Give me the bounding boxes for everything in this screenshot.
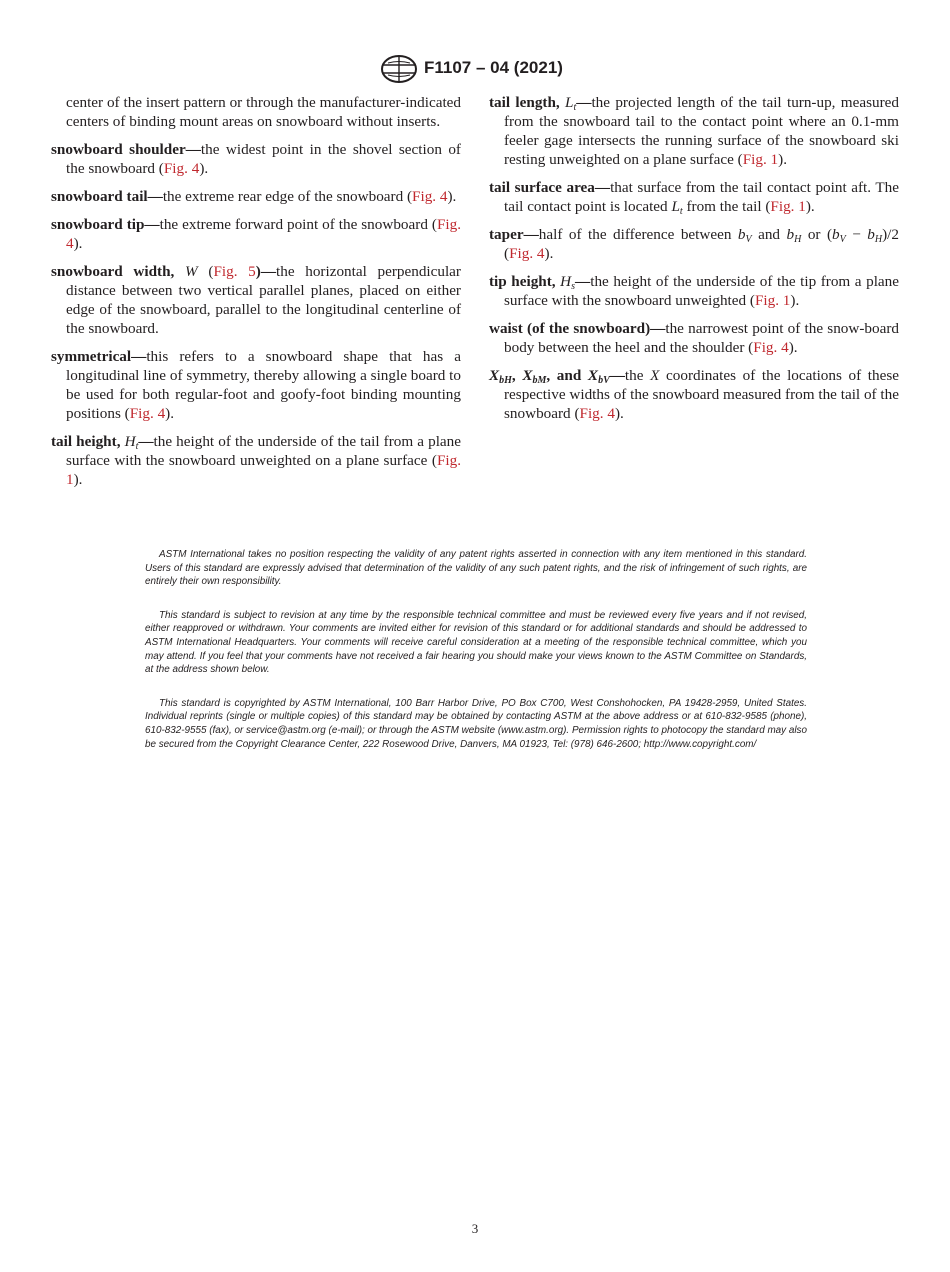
- definition-text: the: [624, 367, 651, 384]
- term-dash: )—: [255, 263, 277, 280]
- variable-subscript: t: [135, 441, 139, 452]
- definition-text: ).: [165, 405, 175, 422]
- definition-text: (: [197, 263, 214, 280]
- variable-subscript: V: [839, 234, 846, 245]
- definition-text: the widest point in the shovel section of the snowboard (: [66, 141, 461, 177]
- variable: b: [786, 226, 795, 243]
- variable-subscript: bM: [532, 375, 547, 386]
- definition-text: this refers to a snowboard shape that has a longitudinal line of symmetry, thereby allowing a single board to be used for both regular-foot and goofy-foot binding mounting positions (: [66, 348, 461, 422]
- variable-subscript: V: [745, 234, 752, 245]
- definition-x-coordinates: [489, 366, 899, 423]
- definition-text: ).: [447, 188, 457, 205]
- term: symmetrical—: [51, 348, 147, 365]
- variable-subscript: H: [794, 234, 802, 245]
- term: tail length,: [489, 94, 566, 111]
- definition-text: half of the difference between: [538, 226, 738, 243]
- figure-link[interactable]: Fig. 4: [753, 339, 789, 356]
- revision-notice: This standard is subject to revision at any time by the responsible technical committee and must be reviewed every five years and if not revised, either reapproved or withdrawn. Your comments are invited either for revision of this standard or for additional standards and should be addressed to ASTM International Headquarters. Your comments will receive careful consideration at a meeting of the responsible technical committee, which you may attend. If you feel that your comments have not received a fair hearing you should make your views known to the ASTM Committee on Standards, at the address shown below.: [145, 609, 807, 676]
- definition-text: the height of the underside of the tail from a plane surface with the snowboard unweighted on a plane surface (: [66, 433, 461, 469]
- figure-link[interactable]: Fig. 4: [66, 216, 461, 252]
- definition-text: the extreme rear edge of the snowboard (: [162, 188, 413, 205]
- definition-snowboard-width: [51, 262, 461, 338]
- document-designation: F1107 – 04 (2021): [424, 58, 563, 77]
- left-column: [51, 93, 461, 498]
- definition-text: ).: [790, 292, 800, 309]
- variable: X: [650, 367, 660, 384]
- figure-link[interactable]: Fig. 1: [66, 452, 461, 488]
- definition-text: ).: [73, 235, 83, 252]
- definition-tip-height: [489, 272, 899, 310]
- astm-logo-icon: [380, 54, 418, 84]
- definition-text: the height of the underside of the tip from a plane surface with the snowboard unweighted (: [504, 273, 899, 309]
- term: , and: [546, 367, 588, 384]
- figure-link[interactable]: Fig. 1: [770, 198, 806, 215]
- figure-link[interactable]: Fig. 4: [509, 245, 545, 262]
- definition-text: )/2 (: [504, 226, 899, 262]
- variable: X: [522, 367, 533, 384]
- term: tip height,: [489, 273, 561, 290]
- term: snowboard width,: [51, 263, 186, 280]
- definition-text: the horizontal perpendicular distance between two vertical parallel planes, placed on either edge of the snowboard, parallel to the longitudinal centerline of the snowboard.: [66, 263, 461, 337]
- figure-link[interactable]: Fig. 4: [129, 405, 166, 422]
- page-number: 3: [471, 1221, 479, 1236]
- definition-tail-surface-area: [489, 178, 899, 216]
- variable: L: [671, 198, 680, 215]
- legal-notices: [145, 548, 807, 771]
- variable: X: [489, 367, 500, 384]
- variable-subscript: s: [571, 281, 576, 292]
- definition-text: ).: [805, 198, 815, 215]
- definition-snowboard-shoulder: [51, 140, 461, 178]
- term: snowboard tip—: [51, 216, 160, 233]
- definition-snowboard-tail: [51, 187, 461, 206]
- variable-subscript: H: [874, 234, 883, 245]
- definition-text: the extreme forward point of the snowboard (: [159, 216, 437, 233]
- term-dash: —: [609, 367, 625, 384]
- variable-subscript: t: [679, 206, 683, 217]
- figure-link[interactable]: Fig. 4: [579, 405, 615, 422]
- definition-text: ).: [778, 151, 788, 168]
- variable-subscript: bH: [499, 375, 512, 386]
- term: taper—: [489, 226, 539, 243]
- term-dash: —: [138, 433, 154, 450]
- definition-text: ).: [544, 245, 554, 262]
- figure-link[interactable]: Fig. 4: [412, 188, 448, 205]
- term-dash: —: [575, 273, 591, 290]
- term: snowboard tail—: [51, 188, 163, 205]
- variable: H: [560, 273, 572, 290]
- definition-symmetrical: [51, 347, 461, 423]
- variable: X: [587, 367, 599, 384]
- definition-text: ).: [73, 471, 83, 488]
- term: waist (of the snowboard)—: [489, 320, 666, 337]
- term: ,: [511, 367, 523, 384]
- definition-tail-height: [51, 432, 461, 489]
- term: snowboard shoulder—: [51, 141, 201, 158]
- variable: W: [185, 263, 198, 280]
- definition-text: or (: [801, 226, 833, 243]
- definition-text: ).: [788, 339, 798, 356]
- figure-link[interactable]: Fig. 4: [163, 160, 200, 177]
- term-dash: —: [576, 94, 592, 111]
- figure-link[interactable]: Fig. 1: [742, 151, 779, 168]
- definition-continuation: center of the insert pattern or through the manufacturer-indicated centers of binding mount areas on snowboard without inserts.: [66, 94, 461, 130]
- definition-taper: [489, 225, 899, 263]
- definition-tail-length: [489, 93, 899, 169]
- term: tail surface area—: [489, 179, 611, 196]
- right-column: [489, 93, 899, 432]
- term: tail height,: [51, 433, 125, 450]
- definition-text: the projected length of the tail turn-up, measured from the snowboard tail to the contact point where an 0.1-mm feeler gage intersects the running surface of the snowboard ski resting unweighted on a plane surface (: [504, 94, 899, 168]
- figure-link[interactable]: Fig. 1: [754, 292, 791, 309]
- variable: b: [737, 226, 746, 243]
- page-header: [0, 54, 950, 86]
- variable-subscript: t: [573, 102, 577, 113]
- definition-text: that surface from the tail contact point aft. The tail contact point is located: [504, 179, 899, 215]
- definition-text: and: [751, 226, 787, 243]
- variable: b: [832, 226, 840, 243]
- variable: b: [867, 226, 875, 243]
- definition-text: ).: [199, 160, 209, 177]
- definition-text: −: [845, 226, 868, 243]
- variable: H: [124, 433, 136, 450]
- figure-link[interactable]: Fig. 5: [213, 263, 256, 280]
- definition-text: the narrowest point of the snow-board body between the heel and the shoulder (: [504, 320, 899, 356]
- definition-text: coordinates of the locations of these respective widths of the snowboard measured from the tail of the snowboard (: [504, 367, 900, 422]
- definition-text: from the tail (: [682, 198, 771, 215]
- variable-subscript: bV: [598, 375, 610, 386]
- definition-text: ).: [614, 405, 624, 422]
- copyright-notice: This standard is copyrighted by ASTM International, 100 Barr Harbor Drive, PO Box C700, West Conshohocken, PA 19428-2959, United States. Individual reprints (single or multiple copies) of this standard may be obtained by contacting ASTM at the above address or at 610-832-9585 (phone), 610-832-9555 (fax), or service@astm.org (e-mail); or through the ASTM website (www.astm.org). Permission rights to photocopy the standard may also be secured from the Copyright Clearance Center, 222 Rosewood Drive, Danvers, MA 01923, Tel: (978) 646-2600; http://www.copyright.com/: [145, 697, 807, 750]
- patent-notice: ASTM International takes no position respecting the validity of any patent rights asserted in connection with any item mentioned in this standard. Users of this standard are expressly advised that determination of the validity of any such patent rights, and the risk of infringement of such rights, are entirely their own responsibility.: [145, 549, 807, 588]
- definition-snowboard-tip: [51, 215, 461, 253]
- definition-waist: [489, 319, 899, 357]
- variable: L: [565, 94, 574, 111]
